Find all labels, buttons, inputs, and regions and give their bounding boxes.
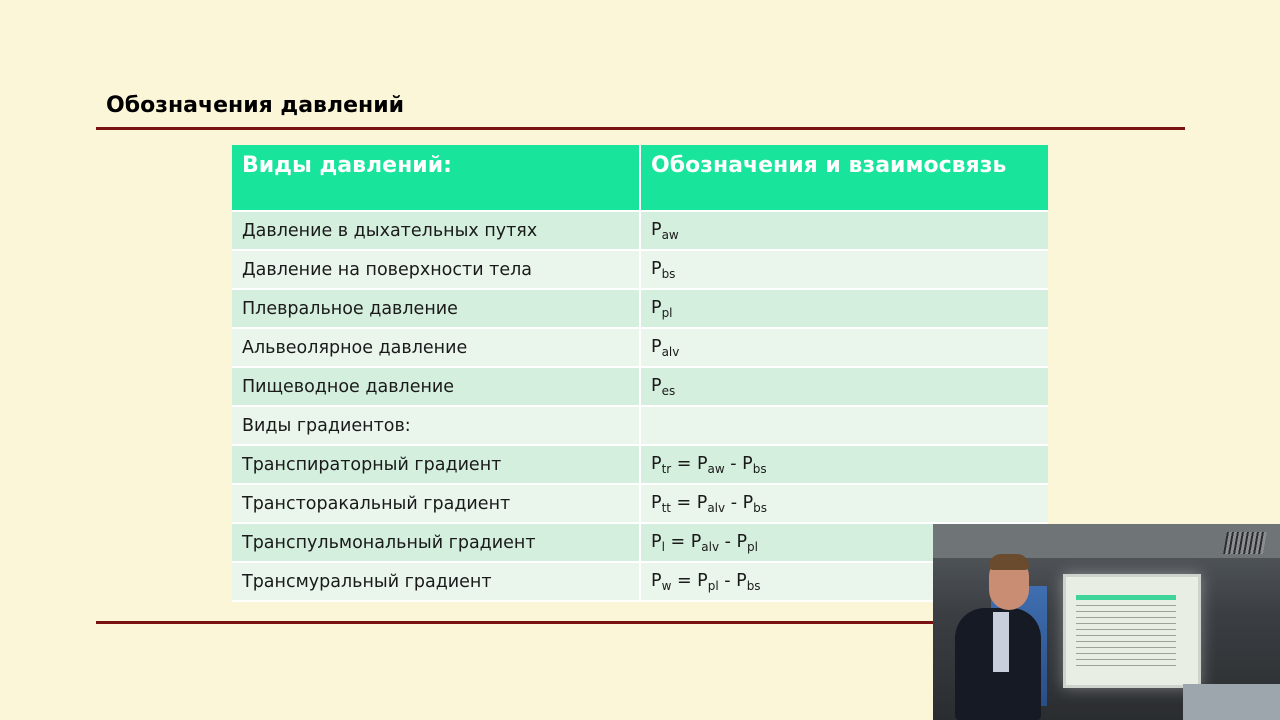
notation-text: P: [651, 570, 662, 591]
row-notation: [640, 406, 1048, 445]
notation-subscript: alv: [701, 539, 720, 554]
row-notation: [640, 328, 1048, 367]
notation-subscript: alv: [707, 500, 726, 515]
table-row: [232, 562, 1048, 601]
notation-subscript: alv: [661, 344, 680, 359]
notation-text: - P: [725, 492, 754, 513]
presenter-hair: [989, 554, 1029, 570]
row-label: Пищеводное давление: [232, 367, 640, 406]
row-label: Виды градиентов:: [232, 406, 640, 445]
notation-subscript: bs: [753, 500, 767, 515]
table-row: [232, 289, 1048, 328]
row-notation: [640, 211, 1048, 250]
table-row: [232, 523, 1048, 562]
notation-subscript: pl: [661, 305, 673, 320]
notation-subscript: tr: [661, 461, 672, 476]
presenter-shirt: [993, 612, 1009, 672]
notation-text: = P: [664, 531, 702, 552]
row-notation: [640, 445, 1048, 484]
notation-text: P: [651, 453, 662, 474]
table-row: [232, 250, 1048, 289]
notation-subscript: bs: [746, 578, 761, 593]
table-row: [232, 211, 1048, 250]
notation-text: P: [651, 297, 662, 318]
notation-subscript: aw: [661, 227, 679, 242]
row-notation: [640, 289, 1048, 328]
presenter-webcam: [933, 524, 1280, 720]
notation-text: P: [651, 375, 662, 396]
row-notation: [640, 250, 1048, 289]
webcam-screen-table: [1076, 605, 1176, 671]
notation-subscript: bs: [661, 266, 676, 281]
notation-subscript: tt: [661, 500, 671, 515]
notation-text: P: [651, 219, 662, 240]
header-pressure-types: Виды давлений:: [232, 145, 640, 211]
row-notation: [640, 367, 1048, 406]
bottom-divider: [96, 621, 934, 624]
webcam-desk: [1183, 684, 1280, 720]
table-row: [232, 445, 1048, 484]
table-body: [232, 211, 1048, 601]
row-label: Транспульмональный градиент: [232, 523, 640, 562]
slide-title: Обозначения давлений: [106, 93, 405, 118]
notation-subscript: pl: [747, 539, 758, 554]
title-divider: [96, 127, 1185, 130]
row-label: Транспираторный градиент: [232, 445, 640, 484]
row-label: Трансторакальный градиент: [232, 484, 640, 523]
notation-subscript: bs: [752, 461, 767, 476]
row-label: Давление в дыхательных путях: [232, 211, 640, 250]
webcam-screen-header: [1076, 595, 1176, 600]
notation-text: P: [651, 531, 662, 552]
notation-text: = P: [671, 453, 708, 474]
notation-subscript: es: [661, 383, 676, 398]
webcam-ceiling-vent: [1223, 532, 1267, 554]
header-notation: Обозначения и взаимосвязь: [640, 145, 1048, 211]
notation-text: = P: [670, 492, 708, 513]
notation-text: = P: [671, 570, 708, 591]
notation-text: P: [651, 258, 662, 279]
table-row: [232, 367, 1048, 406]
table-row: [232, 484, 1048, 523]
table-row: [232, 328, 1048, 367]
notation-text: - P: [724, 453, 753, 474]
notation-text: - P: [718, 570, 747, 591]
row-notation: [640, 484, 1048, 523]
notation-subscript: w: [661, 578, 672, 593]
notation-subscript: pl: [707, 578, 719, 593]
row-label: Альвеолярное давление: [232, 328, 640, 367]
table-row: [232, 406, 1048, 445]
table-header-row: [232, 145, 1048, 211]
row-label: Плевральное давление: [232, 289, 640, 328]
pressure-notation-table: [232, 145, 1048, 602]
row-label: Давление на поверхности тела: [232, 250, 640, 289]
notation-subscript: l: [661, 539, 665, 554]
notation-text: P: [651, 492, 662, 513]
notation-text: - P: [719, 531, 748, 552]
webcam-projection-screen: [1063, 574, 1201, 688]
notation-text: P: [651, 336, 662, 357]
notation-subscript: aw: [707, 461, 725, 476]
row-label: Трансмуральный градиент: [232, 562, 640, 601]
